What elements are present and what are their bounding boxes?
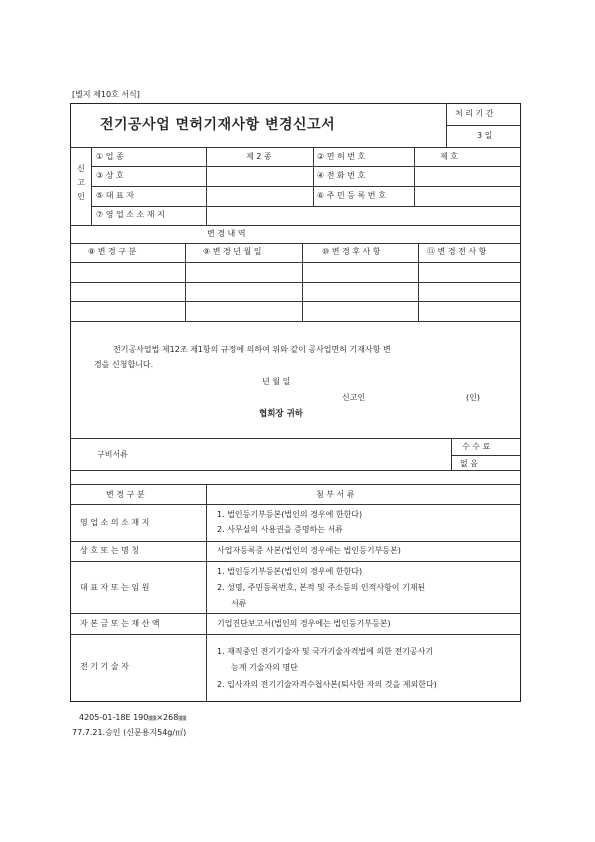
- office-location-label: ⑦ 영 업 소 소 재 지: [96, 210, 165, 219]
- attachment-row-officer-type: 대 표 자 또 는 임 원: [80, 583, 150, 592]
- attachment-row-technician-type: 전 기 기 술 자: [80, 662, 129, 671]
- form-label: [별지 제10호 서식]: [72, 90, 140, 99]
- form-title: 전기공사업 면허기재사항 변경신고서: [100, 117, 336, 133]
- declaration-date: 년 월 일: [262, 377, 291, 386]
- attachment-row-technician-doc: 능계 기술자의 명단: [231, 663, 298, 672]
- attachment-row-capital-type: 자 본 금 또 는 재 산 액: [80, 619, 160, 628]
- processing-period-value: 3 일: [477, 131, 493, 140]
- fee-label: 수 수 료: [462, 442, 491, 451]
- after-change-header: ⑩ 변 경 후 사 항: [322, 247, 381, 256]
- footer-approval: 77.7.21.승인 (신문용지54g/㎡): [72, 728, 187, 737]
- fee-value: 없 음: [460, 459, 478, 468]
- attachment-row-officer-doc: 1. 법인등기부등본(법인의 경우에 한한다): [217, 567, 363, 576]
- processing-period-label: 처 리 기 간: [455, 109, 494, 118]
- attachment-row-officer-doc: 2. 성명, 주민등록번호, 본적 및 주소등의 인적사항이 기재된: [217, 583, 426, 592]
- changes-section-title: 변 경 내 역: [207, 229, 246, 238]
- license-number-label: ② 면 허 번 호: [317, 152, 366, 161]
- recipient: 협회장 귀하: [259, 409, 304, 419]
- change-type-header: ⑧ 변 경 구 분: [88, 247, 137, 256]
- attachment-docs-header: 첨 부 서 류: [316, 490, 355, 499]
- change-date-header: ⑨ 변 경 년 월 일: [203, 247, 262, 256]
- footer-code: 4205-01-18E 190㎜×268㎜: [79, 713, 187, 722]
- attachment-row-office-doc: 2. 사무실의 사용권을 증명하는 서류: [217, 525, 343, 534]
- attachment-row-officer-doc: 서류: [231, 599, 247, 608]
- required-documents-label: 구비서류: [97, 450, 128, 459]
- business-type-value: 제 2 종: [246, 152, 272, 161]
- attachment-row-name-doc: 사업자등록증 사본(법인의 경우에는 법인등기부등본): [217, 546, 401, 555]
- phone-number-label: ④ 전 화 번 호: [317, 171, 366, 180]
- business-type-label: ① 업 종: [96, 152, 124, 161]
- resident-number-label: ⑥ 주 민 등 록 번 호: [317, 191, 386, 200]
- attachment-row-office-type: 영 업 소 의 소 재 지: [80, 518, 150, 527]
- declaration-line1: 전기공사업법 제12조 제1항의 규정에 의하여 위와 같이 공사업면허 기재사항 변: [113, 345, 391, 354]
- applicant-side-label: 신 고 인: [77, 164, 85, 201]
- declaration-line2: 경을 신청합니다.: [94, 360, 154, 369]
- attachment-type-header: 변 경 구 분: [106, 490, 145, 499]
- seal-mark: (인): [466, 393, 480, 402]
- applicant-signature-label: 신고인: [342, 393, 366, 402]
- attachment-row-technician-doc: 2. 입사자의 전기기술자격수첩사본(퇴사한 자의 것을 제외한다): [217, 680, 437, 689]
- before-change-header: ⑪ 변 경 전 사 항: [427, 247, 487, 256]
- license-number-value: 제 호: [440, 152, 458, 161]
- attachment-row-name-type: 상 호 또 는 명 칭: [80, 546, 140, 555]
- attachment-row-office-doc: 1. 법인등기부등본(법인의 경우에 한한다): [217, 510, 363, 519]
- attachment-row-technician-doc: 1. 재직중인 전기기술자 및 국가기술자격법에 의한 전기공사기: [217, 647, 434, 656]
- representative-label: ⑤ 대 표 자: [96, 191, 134, 200]
- attachment-row-capital-doc: 기업진단보고서(법인의 경우에는 법인등기부등본): [217, 619, 391, 628]
- trade-name-label: ③ 상 호: [96, 171, 124, 180]
